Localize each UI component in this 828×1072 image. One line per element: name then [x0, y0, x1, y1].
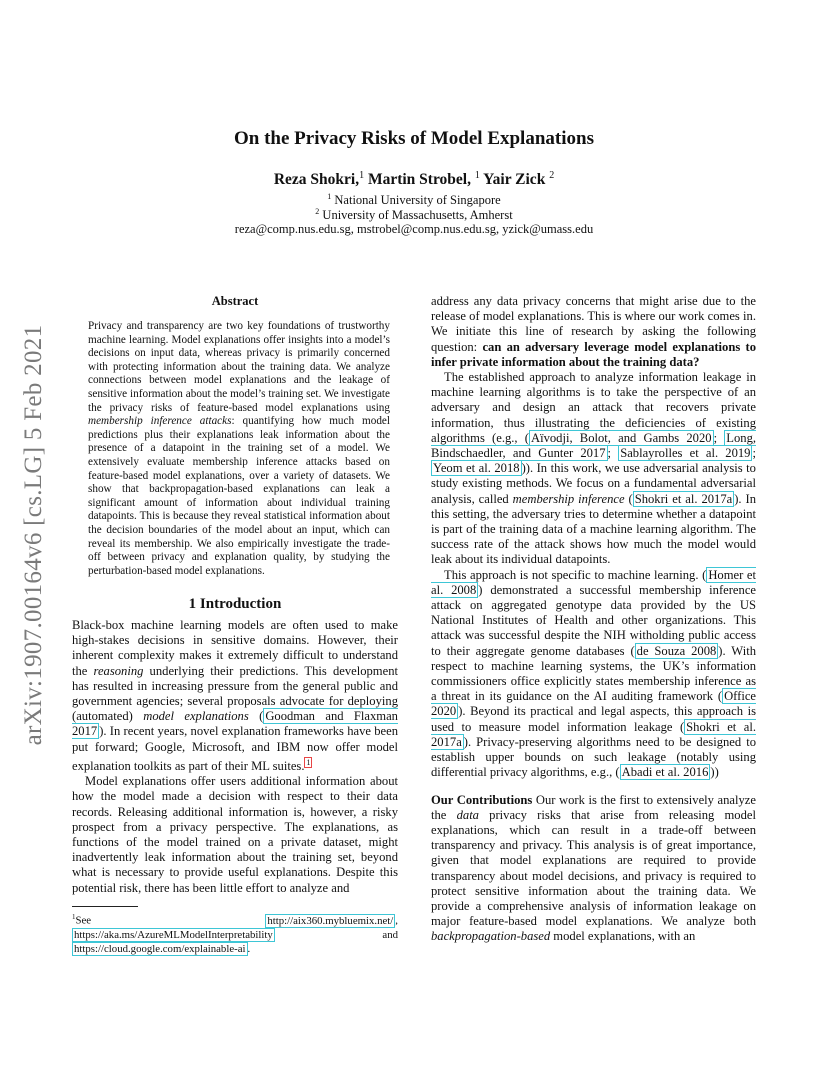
footnote-marker[interactable]: 1	[306, 757, 311, 767]
author-name: Yair Zick	[479, 171, 550, 189]
affiliation: $^1$ National University of Singapore	[327, 192, 501, 208]
footnote-url[interactable]: https://aka.ms/AzureMLModelInterpretability	[74, 928, 273, 941]
paragraph: address any data privacy concerns that might arise due to the release of model explanations. This is where our work comes in. We initiate this line of research by asking the following question: can an adversary leverage model explanations to infer private information about the training data?	[431, 294, 756, 369]
section-heading-introduction: 1 Introduction	[188, 596, 282, 612]
paragraph: Model explanations offer users additional information about how the model made a decision with respect to their data records. Releasing additional information is, however, a risky prospect from a privacy perspective. The explanations, as functions of the model trained on a private dataset, might inadvertently leak information about the training set, beyond what is necessary to provide useful explanations. Despite this potential risk, there has been little effort to analyze and	[72, 774, 398, 895]
citation-link[interactable]: de Souza 2008	[636, 643, 717, 658]
footnote-url[interactable]: https://cloud.google.com/explainable-ai	[74, 942, 246, 955]
citation-link[interactable]: Shokri et al. 2017a	[634, 491, 733, 506]
author-emails: reza@comp.nus.edu.sg, mstrobel@comp.nus.edu.sg, yzick@umass.edu	[234, 222, 594, 236]
right-column	[431, 294, 756, 945]
footnote-divider	[72, 906, 138, 907]
affiliation: $^2$ University of Massachusetts, Amherst	[315, 207, 513, 223]
author-name: Martin Strobel,	[364, 171, 475, 189]
citation-link[interactable]: Long, Bindschaedler, and Gunter 2017	[431, 430, 757, 461]
citation-link[interactable]: Abadi et al. 2016	[621, 765, 709, 780]
citation-link[interactable]: Goodman and Flaxman 2017	[72, 709, 398, 739]
author-list: Reza Shokri,$^1$ Martin Strobel, $^1$ Yair Zick $^2$	[273, 170, 555, 189]
citation-link[interactable]: Office 2020	[431, 689, 756, 719]
arxiv-identifier: arXiv:1907.00164v6 [cs.LG] 5 Feb 2021	[20, 324, 47, 746]
introduction-left-column	[72, 618, 398, 896]
abstract-body: Privacy and transparency are two key foundations of trustworthy machine learning. Model explanations offer insights into a model’s decisions on input data, whereas privacy is primarily concerned with protecting information about the training data. We analyze connections between model explanations and the leakage of sensitive information about the model’s training set. We investigate the privacy risks of feature-based model explanations using membership inference attacks: quantifying how much model predictions plus their explanations leak information about the presence of a datapoint in the training set of a model. We extensively evaluate membership inference attacks based on feature-based model explanations, over a variety of datasets. We show that backpropagation-based explanations can leak a significant amount of information about individual training datapoints. This is because they reveal statistical information about the decision boundaries of the model about an input, which can reveal its membership. We also empirically investigate the trade-off between privacy and explanation quality, by studying the perturbation-based model explanations.	[88, 320, 390, 577]
footnote: $^1$See http://aix360.mybluemix.net/ , https://aka.ms/AzureMLModelInterpretability and https://cloud.google.com/explainable-ai .	[72, 913, 398, 955]
run-in-heading: Our Contributions	[431, 792, 533, 807]
citation-link[interactable]: Shokri et al. 2017a	[431, 719, 756, 749]
author-name: Reza Shokri,	[273, 171, 360, 189]
citation-link[interactable]: Sablayrolles et al. 2019	[620, 446, 751, 461]
paragraph: Black-box machine learning models are often used to make high-stakes decisions in sensitive domains. However, their inherent complexity makes it extremely difficult to understand the reasoning underlying their predictions. This development has resulted in increasing pressure from the general public and government agencies; several proposals advocate for deploying (automated) model explanations ( Goodman and Flaxman 2017 ). In recent years, novel explanation frameworks have been put forward; Google, Microsoft, and IBM now offer model explanation toolkits as part of their ML suites. $^1$	[72, 618, 398, 774]
abstract-heading: Abstract	[211, 294, 259, 308]
footnote-url[interactable]: http://aix360.mybluemix.net/	[267, 914, 394, 927]
paragraph: The established approach to analyze information leakage in machine learning algorithms is to take the perspective of an adversary and design an attack that recovers private information, thus illustrating the deficiencies of existing algorithms (e.g., ( Aïvodji, Bolot, and Gambs 2020 ; Long, Bindschaedler, and Gunter 2017 ; Sablayrolles et al. 2019 ; Yeom et al. 2018 )). In this work, we use adversarial analysis to study existing methods. We focus on a fundamental adversarial analysis, called membership inference ( Shokri et al. 2017a ). In this setting, the adversary tries to determine whether a datapoint is part of the training data of a machine learning algorithm. The success rate of the attack shows how much the model would leak about its individual datapoints.	[431, 370, 757, 567]
citation-link[interactable]: Yeom et al. 2018	[433, 461, 520, 476]
citation-link[interactable]: Homer et al. 2008	[431, 567, 757, 597]
paragraph-contributions: Our Contributions Our work is the first to extensively analyze the data privacy risks that arise from releasing model explanations, which can result in a trade-off between transparency and privacy. This analysis is of great importance, given that model explanations are required to provide transparency about model decisions, and privacy is required to protect sensitive information about the training data. We provide a comprehensive analysis of information leakage on major feature-based model explanations. We analyze both backpropagation-based model explanations, with an	[431, 792, 756, 944]
citation-link[interactable]: Aïvodji, Bolot, and Gambs 2020	[530, 430, 712, 445]
paragraph: This approach is not specific to machine learning. ( Homer et al. 2008 ) demonstrated a successful membership inference attack on aggregated genotype data provided by the US National Institutes of Health and other organizations. This attack was successful despite the NIH witholding public access to their aggregate genome databases ( de Souza 2008 ). With respect to machine learning systems, the UK’s information commissioners office explicitly states membership inference as a threat in its guidance on the AI auditing framework ( Office 2020 ). Beyond its practical and legal aspects, this approach is used to measure model information leakage ( Shokri et al. 2017a ). Privacy-preserving algorithms need to be designed to establish upper bounds on such leakage (notably using differential privacy algorithms, e.g., ( Abadi et al. 2016 ))	[431, 567, 757, 780]
paper-title: On the Privacy Risks of Model Explanations	[234, 128, 594, 149]
